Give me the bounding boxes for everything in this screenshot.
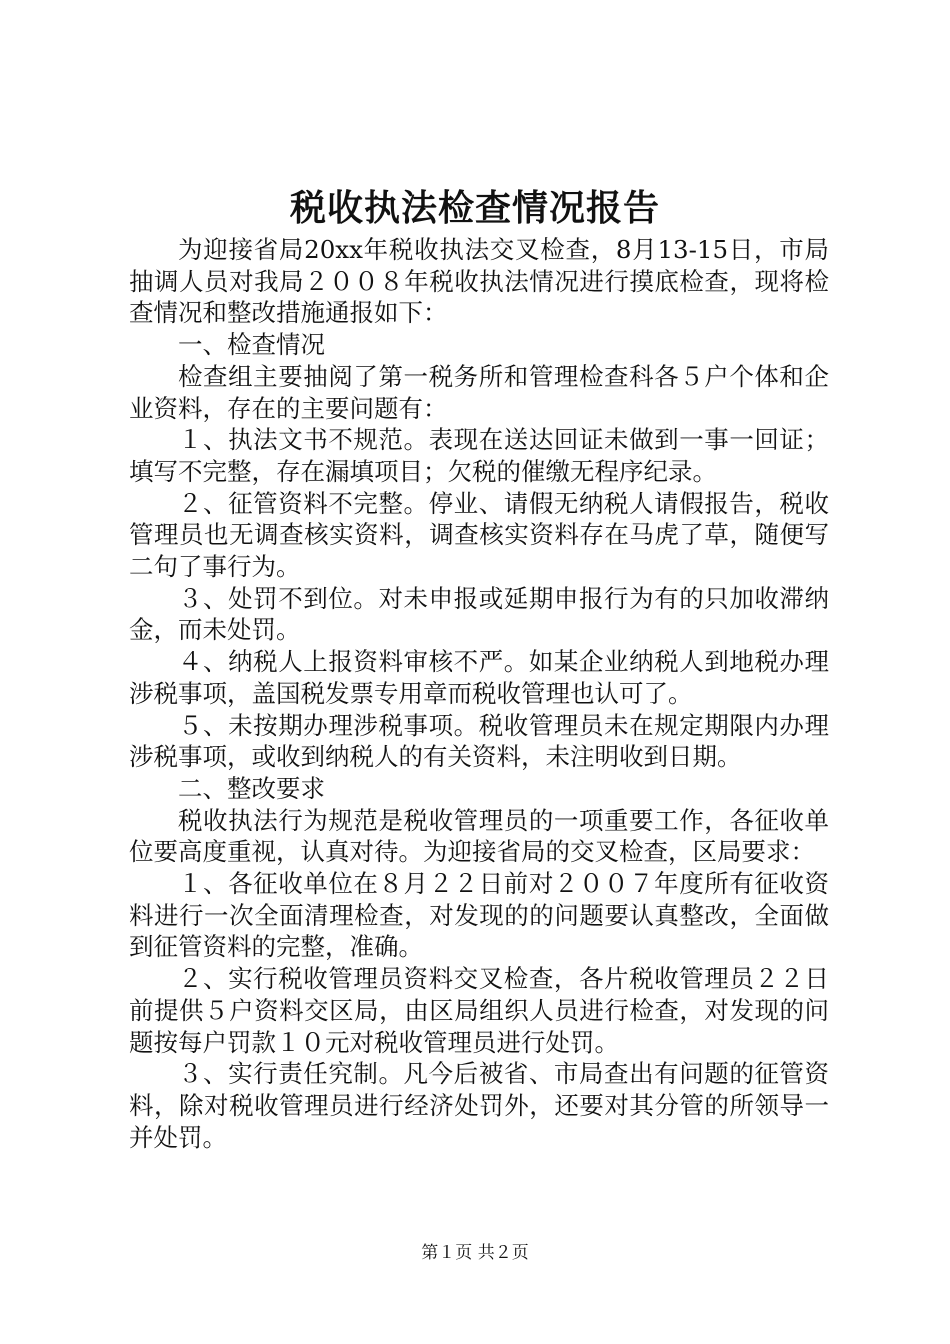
issue-item-2: ２、征管资料不完整。停业、请假无纳税人请假报告，税收管理员也无调查核实资料，调查核实资料存在马虎了草，随便写二句了事行为。: [129, 488, 829, 582]
issue-item-4: ４、纳税人上报资料审核不严。如某企业纳税人到地税办理涉税事项，盖国税发票专用章而税收管理也认可了。: [129, 647, 829, 708]
rectification-summary-paragraph: 税收执法行为规范是税收管理员的一项重要工作，各征收单位要高度重视，认真对待。为迎接省局的交叉检查，区局要求：: [129, 805, 829, 867]
document-title: 税收执法检查情况报告: [289, 187, 660, 229]
issue-item-5: ５、未按期办理涉税事项。税收管理员未在规定期限内办理涉税事项，或收到纳税人的有关资料，未注明收到日期。: [129, 710, 829, 772]
section-heading-rectification: 二、整改要求: [178, 773, 325, 803]
document-body: [129, 234, 829, 1153]
inspection-summary-paragraph: 检查组主要抽阅了第一税务所和管理检查科各５户个体和企业资料，存在的主要问题有：: [129, 361, 829, 423]
intro-paragraph: 为迎接省局20xx年税收执法交叉检查，8月13-15日，市局抽调人员对我局２００８年税收执法情况进行摸底检查，现将检查情况和整改措施通报如下：: [129, 235, 829, 328]
section-heading-inspection: 一、检查情况: [178, 330, 325, 360]
requirement-item-1: １、各征收单位在８月２２日前对２００７年度所有征收资料进行一次全面清理检查，对发现的的问题要认真整改，全面做到征管资料的完整，准确。: [129, 869, 829, 962]
issue-item-1: １、执法文书不规范。表现在送达回证未做到一事一回证；填写不完整，存在漏填项目；欠税的催缴无程序纪录。: [129, 425, 829, 486]
requirement-item-3: ３、实行责任究制。凡今后被省、市局查出有问题的征管资料，除对税收管理员进行经济处罚外，还要对其分管的所领导一并处罚。: [129, 1059, 829, 1152]
requirement-item-2: ２、实行税收管理员资料交叉检查，各片税收管理员２２日前提供５户资料交区局，由区局组织人员进行检查，对发现的问题按每户罚款１０元对税收管理员进行处罚。: [129, 964, 829, 1057]
page-footer: 第１页 共２页: [421, 1243, 529, 1263]
issue-item-3: ３、处罚不到位。对未申报或延期申报行为有的只加收滞纳金，而未处罚。: [129, 583, 829, 645]
